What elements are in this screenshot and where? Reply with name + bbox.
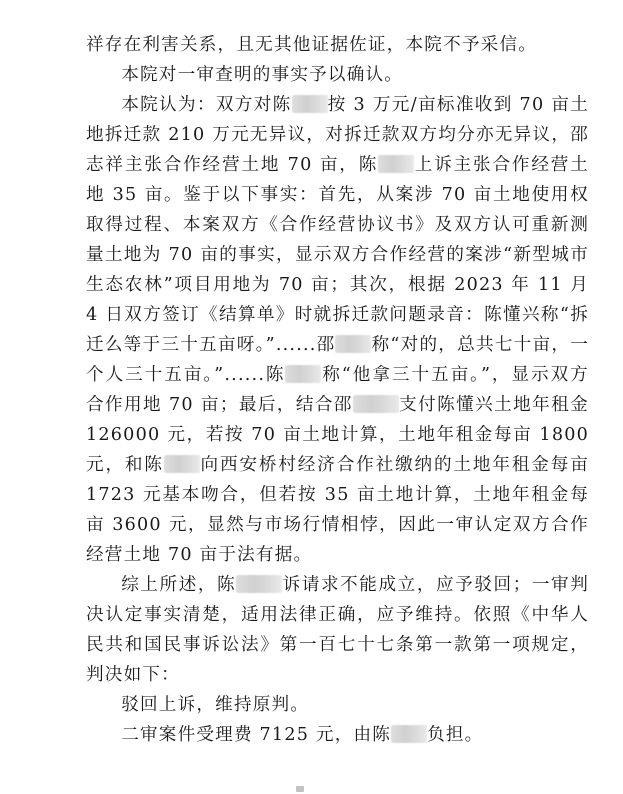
paragraph-continuation: 祥存在利害关系，且无其他证据佐证，本院不予采信。 xyxy=(86,35,538,55)
conclusion-text-1: 综上所述，陈 xyxy=(121,575,237,595)
court-opinion-text-6: 支付陈懂兴土地年租金 126000 元，若按 70 亩土地计算，土地年租金每亩 1800 元，和陈 xyxy=(86,395,589,475)
court-opinion-text-7: 向西安桥村经济合作社缴纳的土地年租金每亩 1723 元基本吻合，但若按 35 亩土地计算，土地年租金每亩 3600 元，显然与市场行情相悖，因此一审认定双方合作经营土地 70 亩于法有据。 xyxy=(86,455,589,565)
court-fee-text-2: 负担。 xyxy=(427,725,484,745)
court-opinion-text-5: 称“他拿三十五亩。”，显示双方合作用地 70 亩；最后，结合邵 xyxy=(86,365,589,415)
redacted-name-mark xyxy=(378,155,414,173)
paragraph-court-fee xyxy=(86,720,589,750)
court-opinion-text-2: 按 3 万元/亩标准收到 70 亩土地拆迁款 210 万元无异议，对拆迁款双方均分亦无异议，邵志祥主张合作经营土地 70 亩，陈 xyxy=(86,95,589,175)
redacted-name-mark xyxy=(292,95,328,113)
redacted-name-mark xyxy=(236,575,282,593)
redacted-name-mark xyxy=(391,725,427,743)
paragraph-judgment: 驳回上诉，维持原判。 xyxy=(121,695,310,715)
court-opinion-text-3: 上诉主张合作经营土地 35 亩。鉴于以下事实：首先，从案涉 70 亩土地使用权取得过程、本案双方《合作经营协议书》及双方认可重新测量土地为 70 亩的事实，显示双方合作经营的案涉“新型城市生态农林”项目用地为 70 亩；其次，根据 2023 年 11 月 4 日双方签订《结算单》时就拆迁款问题录音：陈懂兴称“拆迁么等于三十五亩呀。”......邵 xyxy=(86,155,589,355)
conclusion-text-2: 诉请求不能成立，应予驳回；一审判决认定事实清楚，适用法律正确，应予维持。依照《中华人民共和国民事诉讼法》第一百七十七条第一款第一项规定，判决如下： xyxy=(86,575,590,685)
redacted-name-mark xyxy=(335,335,371,353)
court-opinion-text-1: 本院认为：双方对陈 xyxy=(121,95,292,115)
paragraph-conclusion xyxy=(86,570,589,690)
page-edge-mark xyxy=(296,786,304,792)
redacted-name-mark xyxy=(353,395,399,413)
redacted-name-mark xyxy=(285,365,321,383)
court-fee-text-1: 二审案件受理费 7125 元，由陈 xyxy=(121,725,392,745)
court-opinion-text-4: 称“对的，总共七十亩，一个人三十五亩。”......陈 xyxy=(86,335,589,385)
redacted-name-mark xyxy=(164,455,200,473)
paragraph-court-opinion xyxy=(86,90,589,570)
paragraph-fact-confirmation: 本院对一审查明的事实予以确认。 xyxy=(121,65,404,85)
